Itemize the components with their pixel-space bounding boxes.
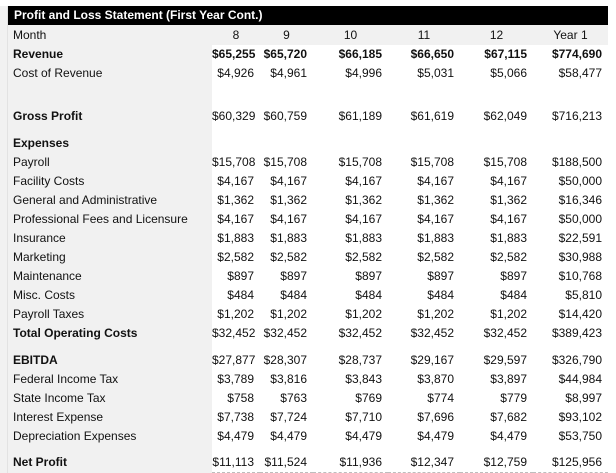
value-cell: $4,167 — [313, 210, 388, 229]
month-header-12: 12 — [460, 25, 533, 45]
value-cell: $779 — [460, 389, 533, 408]
value-cell: $1,202 — [260, 305, 313, 324]
value-cell: $4,167 — [212, 210, 260, 229]
table-row — [8, 324, 608, 343]
value-cell: $763 — [260, 389, 313, 408]
row-label: Maintenance — [8, 267, 212, 286]
value-cell: $5,810 — [533, 286, 608, 305]
table-row — [8, 248, 608, 267]
value-cell: $10,768 — [533, 267, 608, 286]
table-row — [8, 134, 608, 153]
value-cell — [460, 134, 533, 153]
pl-table-body — [8, 25, 608, 473]
value-cell: $15,708 — [388, 153, 460, 172]
value-cell: $897 — [212, 267, 260, 286]
row-label: General and Administrative — [8, 191, 212, 210]
value-cell: $50,000 — [533, 172, 608, 191]
value-cell: $1,883 — [313, 229, 388, 248]
value-cell — [260, 134, 313, 153]
spacer-label-cell — [8, 446, 212, 453]
spacer-cell — [212, 83, 260, 107]
value-cell: $66,185 — [313, 45, 388, 64]
value-cell: $4,996 — [313, 64, 388, 83]
table-row — [8, 153, 608, 172]
value-cell: $897 — [388, 267, 460, 286]
value-cell: $1,202 — [212, 305, 260, 324]
spacer-row — [8, 83, 608, 107]
spacer-cell — [388, 446, 460, 453]
value-cell: $4,479 — [460, 427, 533, 446]
spacer-cell — [212, 446, 260, 453]
table-row — [8, 64, 608, 83]
value-cell: $29,167 — [388, 351, 460, 370]
value-cell: $2,582 — [313, 248, 388, 267]
value-cell: $32,452 — [260, 324, 313, 343]
table-row — [8, 286, 608, 305]
value-cell: $32,452 — [212, 324, 260, 343]
value-cell: $11,524 — [260, 453, 313, 473]
value-cell: $15,708 — [460, 153, 533, 172]
spacer-row — [8, 126, 608, 134]
spacer-cell — [260, 126, 313, 134]
spacer-cell — [533, 446, 608, 453]
value-cell: $7,696 — [388, 408, 460, 427]
value-cell: $29,597 — [460, 351, 533, 370]
month-header-row — [8, 25, 608, 45]
value-cell: $2,582 — [388, 248, 460, 267]
value-cell: $14,420 — [533, 305, 608, 324]
value-cell: $3,843 — [313, 370, 388, 389]
row-label: Cost of Revenue — [8, 64, 212, 83]
spacer-cell — [260, 343, 313, 351]
value-cell — [533, 134, 608, 153]
row-label: Gross Profit — [8, 107, 212, 126]
value-cell: $5,031 — [388, 64, 460, 83]
value-cell: $3,789 — [212, 370, 260, 389]
value-cell: $125,956 — [533, 453, 608, 473]
value-cell: $897 — [313, 267, 388, 286]
table-row — [8, 45, 608, 64]
value-cell: $1,362 — [460, 191, 533, 210]
value-cell: $1,883 — [388, 229, 460, 248]
table-row — [8, 172, 608, 191]
value-cell: $1,362 — [313, 191, 388, 210]
row-label: State Income Tax — [8, 389, 212, 408]
spacer-cell — [212, 126, 260, 134]
table-row — [8, 191, 608, 210]
spacer-cell — [388, 126, 460, 134]
value-cell: $11,936 — [313, 453, 388, 473]
month-header-10: 10 — [313, 25, 388, 45]
sheet-left-gutter — [0, 6, 8, 473]
value-cell: $28,737 — [313, 351, 388, 370]
value-cell: $4,479 — [212, 427, 260, 446]
row-label: Professional Fees and Licensure — [8, 210, 212, 229]
value-cell: $1,202 — [388, 305, 460, 324]
spacer-cell — [260, 446, 313, 453]
row-label: Facility Costs — [8, 172, 212, 191]
table-row — [8, 107, 608, 126]
value-cell: $11,113 — [212, 453, 260, 473]
row-label: Payroll Taxes — [8, 305, 212, 324]
value-cell: $484 — [313, 286, 388, 305]
spacer-row — [8, 343, 608, 351]
value-cell: $62,049 — [460, 107, 533, 126]
value-cell: $326,790 — [533, 351, 608, 370]
value-cell: $188,500 — [533, 153, 608, 172]
value-cell: $1,883 — [260, 229, 313, 248]
value-cell: $389,423 — [533, 324, 608, 343]
value-cell: $758 — [212, 389, 260, 408]
row-label: Interest Expense — [8, 408, 212, 427]
row-label: Expenses — [8, 134, 212, 153]
value-cell: $4,167 — [212, 172, 260, 191]
value-cell: $12,759 — [460, 453, 533, 473]
value-cell: $28,307 — [260, 351, 313, 370]
value-cell: $4,479 — [260, 427, 313, 446]
value-cell: $60,329 — [212, 107, 260, 126]
value-cell: $66,650 — [388, 45, 460, 64]
row-label: Misc. Costs — [8, 286, 212, 305]
spacer-row — [8, 446, 608, 453]
spacer-cell — [260, 83, 313, 107]
value-cell: $484 — [212, 286, 260, 305]
value-cell: $15,708 — [313, 153, 388, 172]
value-cell: $1,362 — [212, 191, 260, 210]
value-cell: $16,346 — [533, 191, 608, 210]
value-cell: $4,479 — [313, 427, 388, 446]
value-cell: $484 — [260, 286, 313, 305]
value-cell: $2,582 — [260, 248, 313, 267]
value-cell: $4,167 — [313, 172, 388, 191]
value-cell: $4,167 — [260, 172, 313, 191]
value-cell: $15,708 — [212, 153, 260, 172]
spacer-cell — [388, 343, 460, 351]
month-header-8: 8 — [212, 25, 260, 45]
table-row — [8, 389, 608, 408]
value-cell: $897 — [460, 267, 533, 286]
spacer-cell — [533, 126, 608, 134]
value-cell: $3,816 — [260, 370, 313, 389]
row-label: Payroll — [8, 153, 212, 172]
value-cell: $65,720 — [260, 45, 313, 64]
row-label: Net Profit — [8, 453, 212, 473]
value-cell: $7,682 — [460, 408, 533, 427]
value-cell: $53,750 — [533, 427, 608, 446]
row-label: Federal Income Tax — [8, 370, 212, 389]
value-cell: $484 — [460, 286, 533, 305]
value-cell: $1,362 — [260, 191, 313, 210]
month-header-9: 9 — [260, 25, 313, 45]
row-label: EBITDA — [8, 351, 212, 370]
value-cell: $3,897 — [460, 370, 533, 389]
profit-loss-statement — [8, 6, 608, 473]
value-cell: $7,724 — [260, 408, 313, 427]
spacer-cell — [313, 83, 388, 107]
table-row — [8, 229, 608, 248]
value-cell: $1,362 — [388, 191, 460, 210]
row-label: Marketing — [8, 248, 212, 267]
table-row — [8, 453, 608, 473]
table-row — [8, 210, 608, 229]
value-cell: $7,738 — [212, 408, 260, 427]
value-cell: $3,870 — [388, 370, 460, 389]
value-cell: $65,255 — [212, 45, 260, 64]
value-cell: $15,708 — [260, 153, 313, 172]
value-cell: $774,690 — [533, 45, 608, 64]
value-cell: $4,926 — [212, 64, 260, 83]
month-header-label: Month — [8, 25, 212, 45]
value-cell: $58,477 — [533, 64, 608, 83]
value-cell: $32,452 — [460, 324, 533, 343]
value-cell: $1,202 — [460, 305, 533, 324]
value-cell: $2,582 — [460, 248, 533, 267]
value-cell: $4,961 — [260, 64, 313, 83]
row-label: Total Operating Costs — [8, 324, 212, 343]
spacer-cell — [388, 83, 460, 107]
row-label: Depreciation Expenses — [8, 427, 212, 446]
value-cell: $4,167 — [460, 210, 533, 229]
spacer-cell — [533, 343, 608, 351]
statement-title: Profit and Loss Statement (First Year Cont.) — [8, 6, 608, 25]
value-cell: $897 — [260, 267, 313, 286]
value-cell: $50,000 — [533, 210, 608, 229]
value-cell: $61,189 — [313, 107, 388, 126]
table-row — [8, 370, 608, 389]
table-row — [8, 305, 608, 324]
value-cell: $61,619 — [388, 107, 460, 126]
value-cell: $1,883 — [212, 229, 260, 248]
value-cell — [313, 134, 388, 153]
spacer-cell — [212, 343, 260, 351]
spacer-cell — [533, 83, 608, 107]
spacer-cell — [460, 446, 533, 453]
spacer-label-cell — [8, 83, 212, 107]
value-cell: $1,883 — [460, 229, 533, 248]
value-cell: $5,066 — [460, 64, 533, 83]
value-cell: $32,452 — [388, 324, 460, 343]
month-header-11: 11 — [388, 25, 460, 45]
value-cell: $4,167 — [460, 172, 533, 191]
value-cell: $60,759 — [260, 107, 313, 126]
spacer-cell — [313, 446, 388, 453]
value-cell: $2,582 — [212, 248, 260, 267]
spacer-cell — [313, 126, 388, 134]
value-cell: $67,115 — [460, 45, 533, 64]
table-row — [8, 351, 608, 370]
value-cell: $12,347 — [388, 453, 460, 473]
value-cell: $484 — [388, 286, 460, 305]
month-header-year1: Year 1 — [533, 25, 608, 45]
value-cell: $27,877 — [212, 351, 260, 370]
row-label: Revenue — [8, 45, 212, 64]
value-cell: $774 — [388, 389, 460, 408]
value-cell: $22,591 — [533, 229, 608, 248]
spacer-cell — [460, 126, 533, 134]
table-row — [8, 427, 608, 446]
value-cell: $30,988 — [533, 248, 608, 267]
row-label: Insurance — [8, 229, 212, 248]
value-cell: $4,167 — [388, 172, 460, 191]
value-cell: $4,479 — [388, 427, 460, 446]
value-cell: $44,984 — [533, 370, 608, 389]
spacer-label-cell — [8, 343, 212, 351]
spacer-cell — [460, 343, 533, 351]
table-row — [8, 267, 608, 286]
value-cell: $4,167 — [260, 210, 313, 229]
table-row — [8, 408, 608, 427]
value-cell — [388, 134, 460, 153]
value-cell: $7,710 — [313, 408, 388, 427]
spacer-label-cell — [8, 126, 212, 134]
value-cell: $32,452 — [313, 324, 388, 343]
value-cell: $93,102 — [533, 408, 608, 427]
value-cell: $769 — [313, 389, 388, 408]
value-cell — [212, 134, 260, 153]
value-cell: $8,997 — [533, 389, 608, 408]
value-cell: $4,167 — [388, 210, 460, 229]
value-cell: $1,202 — [313, 305, 388, 324]
pl-table — [8, 25, 608, 473]
spacer-cell — [460, 83, 533, 107]
value-cell: $716,213 — [533, 107, 608, 126]
spacer-cell — [313, 343, 388, 351]
